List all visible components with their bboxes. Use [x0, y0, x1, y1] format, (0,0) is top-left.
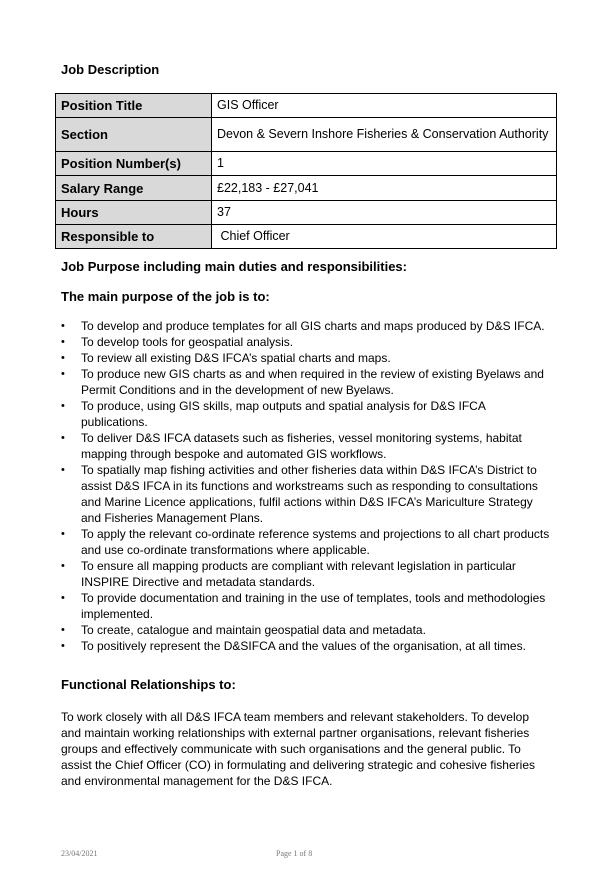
list-item: [61, 558, 551, 590]
job-purpose-heading: Job Purpose including main duties and responsibilities:: [61, 259, 407, 274]
row-label-salary-range: Salary Range: [56, 176, 212, 201]
bullet-icon: •: [61, 368, 65, 380]
duty-text: To positively represent the D&SIFCA and the values of the organisation, at all times.: [81, 639, 526, 653]
table-row: [56, 94, 557, 118]
bullet-icon: •: [61, 624, 65, 636]
footer-date: 23/04/2021: [61, 849, 98, 858]
document-title: Job Description: [61, 62, 160, 77]
functional-relationships-text: To work closely with all D&S IFCA team members and relevant stakeholders. To develop and maintain working relationships with external partner organisations, relevant fisheries groups and effectively communicate with such organisations and the general public. To assist the Chief Officer (CO) in formulating and delivering strategic and cohesive fisheries and environmental management for the D&S IFCA.: [61, 710, 535, 788]
list-item: [61, 462, 551, 526]
table-row: [56, 176, 557, 201]
list-item: [61, 638, 551, 654]
duty-text: To develop and produce templates for all GIS charts and maps produced by D&S IFCA.: [81, 319, 545, 333]
row-value-section: Devon & Severn Inshore Fisheries & Conservation Authority: [212, 118, 557, 152]
bullet-icon: •: [61, 560, 65, 572]
list-item: [61, 318, 551, 334]
duty-text: To create, catalogue and maintain geospatial data and metadata.: [81, 623, 426, 637]
list-item: [61, 430, 551, 462]
duty-text: To deliver D&S IFCA datasets such as fisheries, vessel monitoring systems, habitat mapping through bespoke and automated GIS workflows.: [81, 431, 522, 461]
bullet-icon: •: [61, 528, 65, 540]
row-value-salary-range: £22,183 - £27,041: [212, 176, 557, 201]
footer-page-number: Page 1 of 8: [276, 849, 313, 858]
duty-text: To ensure all mapping products are compliant with relevant legislation in particular INSPIRE Directive and metadata standards.: [81, 559, 516, 589]
row-label-section: Section: [56, 118, 212, 152]
duty-text: To provide documentation and training in the use of templates, tools and methodologies implemented.: [81, 591, 546, 621]
table-row: [56, 225, 557, 249]
functional-relationships-heading: Functional Relationships to:: [61, 677, 236, 692]
row-label-hours: Hours: [56, 201, 212, 225]
row-value-position-title: GIS Officer: [212, 94, 557, 118]
main-purpose-subheading: The main purpose of the job is to:: [61, 289, 270, 304]
bullet-icon: •: [61, 432, 65, 444]
bullet-icon: •: [61, 592, 65, 604]
bullet-icon: •: [61, 400, 65, 412]
duties-list: [61, 318, 551, 654]
row-value-hours: 37: [212, 201, 557, 225]
list-item: [61, 350, 551, 366]
table-row: [56, 201, 557, 225]
duty-text: To spatially map fishing activities and other fisheries data within D&S IFCA’s District to assist D&S IFCA in its functions and workstreams such as responding to consultations and Marine Licence applications, fulfil actions within D&S IFCA’s Mariculture Strategy and Fisheries Management Plans.: [81, 463, 538, 525]
row-label-position-title: Position Title: [56, 94, 212, 118]
bullet-icon: •: [61, 320, 65, 332]
duty-text: To produce, using GIS skills, map outputs and spatial analysis for D&S IFCA publications.: [81, 399, 486, 429]
row-value-position-number: 1: [212, 152, 557, 176]
list-item: [61, 366, 551, 398]
bullet-icon: •: [61, 352, 65, 364]
list-item: [61, 622, 551, 638]
list-item: [61, 526, 551, 558]
list-item: [61, 334, 551, 350]
duty-text: To apply the relevant co-ordinate reference systems and projections to all chart products and use co-ordinate transformations where applicable.: [81, 527, 550, 557]
bullet-icon: •: [61, 336, 65, 348]
bullet-icon: •: [61, 640, 65, 652]
row-label-position-number: Position Number(s): [56, 152, 212, 176]
table-row: [56, 152, 557, 176]
job-info-table: [55, 93, 557, 249]
table-row: [56, 118, 557, 152]
duty-text: To review all existing D&S IFCA’s spatial charts and maps.: [81, 351, 391, 365]
row-label-responsible-to: Responsible to: [56, 225, 212, 249]
bullet-icon: •: [61, 464, 65, 476]
list-item: [61, 398, 551, 430]
list-item: [61, 590, 551, 622]
row-value-responsible-to: Chief Officer: [212, 225, 557, 249]
duty-text: To develop tools for geospatial analysis.: [81, 335, 294, 349]
duty-text: To produce new GIS charts as and when required in the review of existing Byelaws and Permit Conditions and in the development of new Byelaws.: [81, 367, 544, 397]
